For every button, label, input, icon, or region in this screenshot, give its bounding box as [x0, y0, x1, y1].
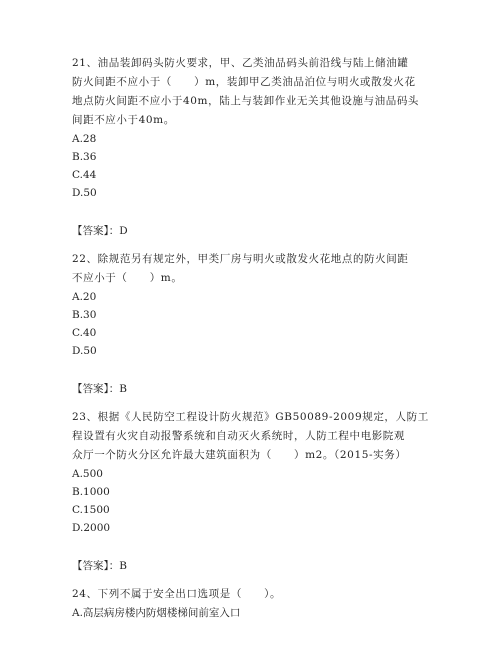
option-c: C.1500 [72, 504, 110, 516]
question-stem-line: 24、下列不属于安全出口选项是（ ）。 [72, 588, 282, 600]
option-c: C.40 [72, 327, 97, 339]
question-stem-line: 21、油品装卸码头防火要求，甲、乙类油品码头前沿线与陆上储油罐 [72, 57, 409, 69]
option-a: A.500 [72, 468, 103, 480]
option-c: C.44 [72, 169, 97, 181]
option-a: A.20 [72, 291, 97, 303]
option-a: A.28 [72, 133, 97, 145]
option-d: D.50 [72, 187, 97, 199]
question-21 [72, 54, 442, 250]
option-b: B.30 [72, 309, 97, 321]
question-24 [72, 585, 442, 622]
question-stem-line: 间距不应小于40m。 [72, 114, 175, 126]
option-d: D.2000 [72, 522, 111, 534]
question-stem-line: 防火间距不应小于（ ）m，装卸甲乙类油品泊位与明火或散发火花 [72, 76, 416, 88]
document-page [72, 54, 442, 622]
option-a: A.高层病房楼内防烟楼梯间前室入口 [72, 607, 241, 619]
option-d: D.50 [72, 345, 97, 357]
answer-label: 【答案】：B [72, 560, 127, 572]
option-b: B.1000 [72, 486, 110, 498]
answer-label: 【答案】：D [72, 225, 128, 237]
question-stem-line: 22、除规范另有规定外，甲类厂房与明火或散发火花地点的防火间距 [72, 253, 409, 265]
question-stem-line: 程设置有火灾自动报警系统和自动灭火系统时，人防工程中电影院观 [72, 430, 405, 442]
question-23 [72, 408, 442, 585]
question-stem-line: 不应小于（ ）m。 [72, 272, 183, 284]
question-stem-line: 众厅一个防火分区允许最大建筑面积为（ ）m2。（2015-实务） [72, 449, 407, 461]
question-stem-line: 23、根据《人民防空工程设计防火规范》GB50089-2009规定，人防工 [72, 411, 429, 423]
answer-label: 【答案】：B [72, 383, 127, 395]
question-22 [72, 250, 442, 408]
option-b: B.36 [72, 151, 97, 163]
question-stem-line: 地点防火间距不应小于40m，陆上与装卸作业无关其他设施与油品码头 [72, 95, 420, 107]
